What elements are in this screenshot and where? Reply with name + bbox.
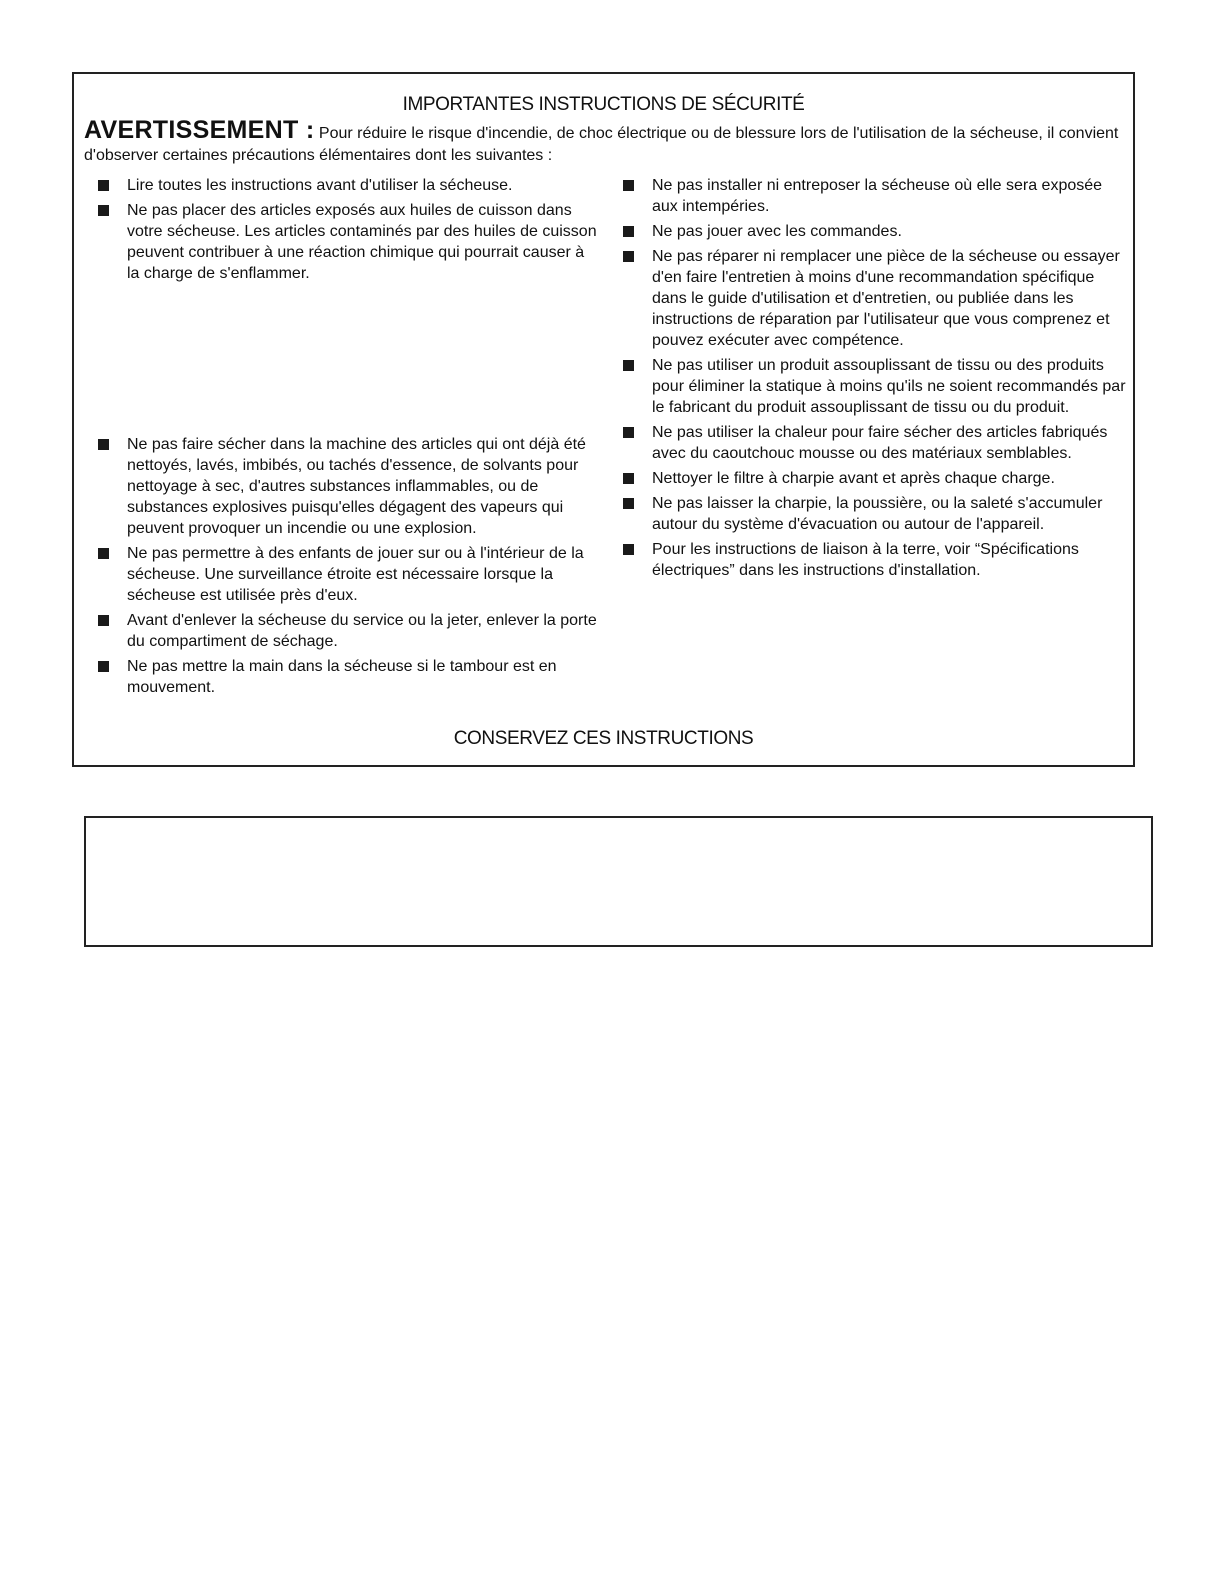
safety-instructions-panel: [72, 72, 1135, 767]
square-bullet-icon: [623, 180, 634, 191]
list-item: Ne pas permettre à des enfants de jouer sur ou à l'intérieur de la sécheuse. Une surveillance étroite est nécessaire lorsque la sécheuse est utilisée près d'eux.: [98, 543, 598, 606]
list-item: Pour les instructions de liaison à la terre, voir “Spécifications électriques” dans les instructions d'installation.: [623, 539, 1128, 581]
warning-paragraph: [84, 116, 1124, 167]
warning-text: Pour réduire le risque d'incendie, de choc électrique ou de blessure lors de l'utilisation de la sécheuse, il convient d'observer certaines précautions élémentaires dont les suivantes :: [84, 125, 1119, 164]
left-bottom-list: [98, 434, 598, 698]
list-item: Ne pas installer ni entreposer la sécheuse où elle sera exposée aux intempéries.: [623, 175, 1128, 217]
list-item: Lire toutes les instructions avant d'utiliser la sécheuse.: [98, 175, 598, 196]
list-item: Ne pas réparer ni remplacer une pièce de la sécheuse ou essayer d'en faire l'entretien à moins d'une recommandation spécifique dans le guide d'utilisation et d'entretien, ou publiée dans les instructions de réparation par l'utilisateur que vous comprenez et pouvez exécuter avec compétence.: [623, 246, 1128, 351]
square-bullet-icon: [98, 548, 109, 559]
square-bullet-icon: [98, 180, 109, 191]
list-item: Ne pas mettre la main dans la sécheuse si le tambour est en mouvement.: [98, 656, 598, 698]
list-item: Ne pas laisser la charpie, la poussière, ou la saleté s'accumuler autour du système d'évacuation ou autour de l'appareil.: [623, 493, 1128, 535]
square-bullet-icon: [623, 251, 634, 262]
list-item: Nettoyer le filtre à charpie avant et après chaque charge.: [623, 468, 1128, 489]
left-top-list: [98, 175, 598, 284]
warning-word: AVERTISSEMENT :: [84, 116, 315, 144]
empty-bordered-box: [84, 816, 1153, 947]
save-instructions-footer: CONSERVEZ CES INSTRUCTIONS: [453, 728, 754, 749]
square-bullet-icon: [623, 498, 634, 509]
square-bullet-icon: [623, 544, 634, 555]
list-item: Ne pas utiliser un produit assouplissant de tissu ou des produits pour éliminer la statique à moins qu'ils ne soient recommandés par le fabricant du produit assouplissant de tissu ou du produit.: [623, 355, 1128, 418]
list-item: Ne pas faire sécher dans la machine des articles qui ont déjà été nettoyés, lavés, imbibés, ou tachés d'essence, de solvants pour nettoyage à sec, d'autres substances inflammables, ou de substances explosives puisqu'elles dégagent des vapeurs qui peuvent provoquer un incendie ou une explosion.: [98, 434, 598, 539]
square-bullet-icon: [623, 226, 634, 237]
square-bullet-icon: [98, 661, 109, 672]
square-bullet-icon: [623, 473, 634, 484]
list-item: Ne pas utiliser la chaleur pour faire sécher des articles fabriqués avec du caoutchouc mousse ou des matériaux semblables.: [623, 422, 1128, 464]
square-bullet-icon: [623, 427, 634, 438]
square-bullet-icon: [98, 439, 109, 450]
square-bullet-icon: [98, 205, 109, 216]
square-bullet-icon: [98, 615, 109, 626]
safety-title: IMPORTANTES INSTRUCTIONS DE SÉCURITÉ: [402, 94, 805, 115]
list-item: Avant d'enlever la sécheuse du service ou la jeter, enlever la porte du compartiment de séchage.: [98, 610, 598, 652]
square-bullet-icon: [623, 360, 634, 371]
list-item: Ne pas jouer avec les commandes.: [623, 221, 1128, 242]
list-item: Ne pas placer des articles exposés aux huiles de cuisson dans votre sécheuse. Les articles contaminés par des huiles de cuisson peuvent contribuer à une réaction chimique qui pourrait causer à la charge de s'enflammer.: [98, 200, 598, 284]
right-list: [623, 175, 1128, 581]
